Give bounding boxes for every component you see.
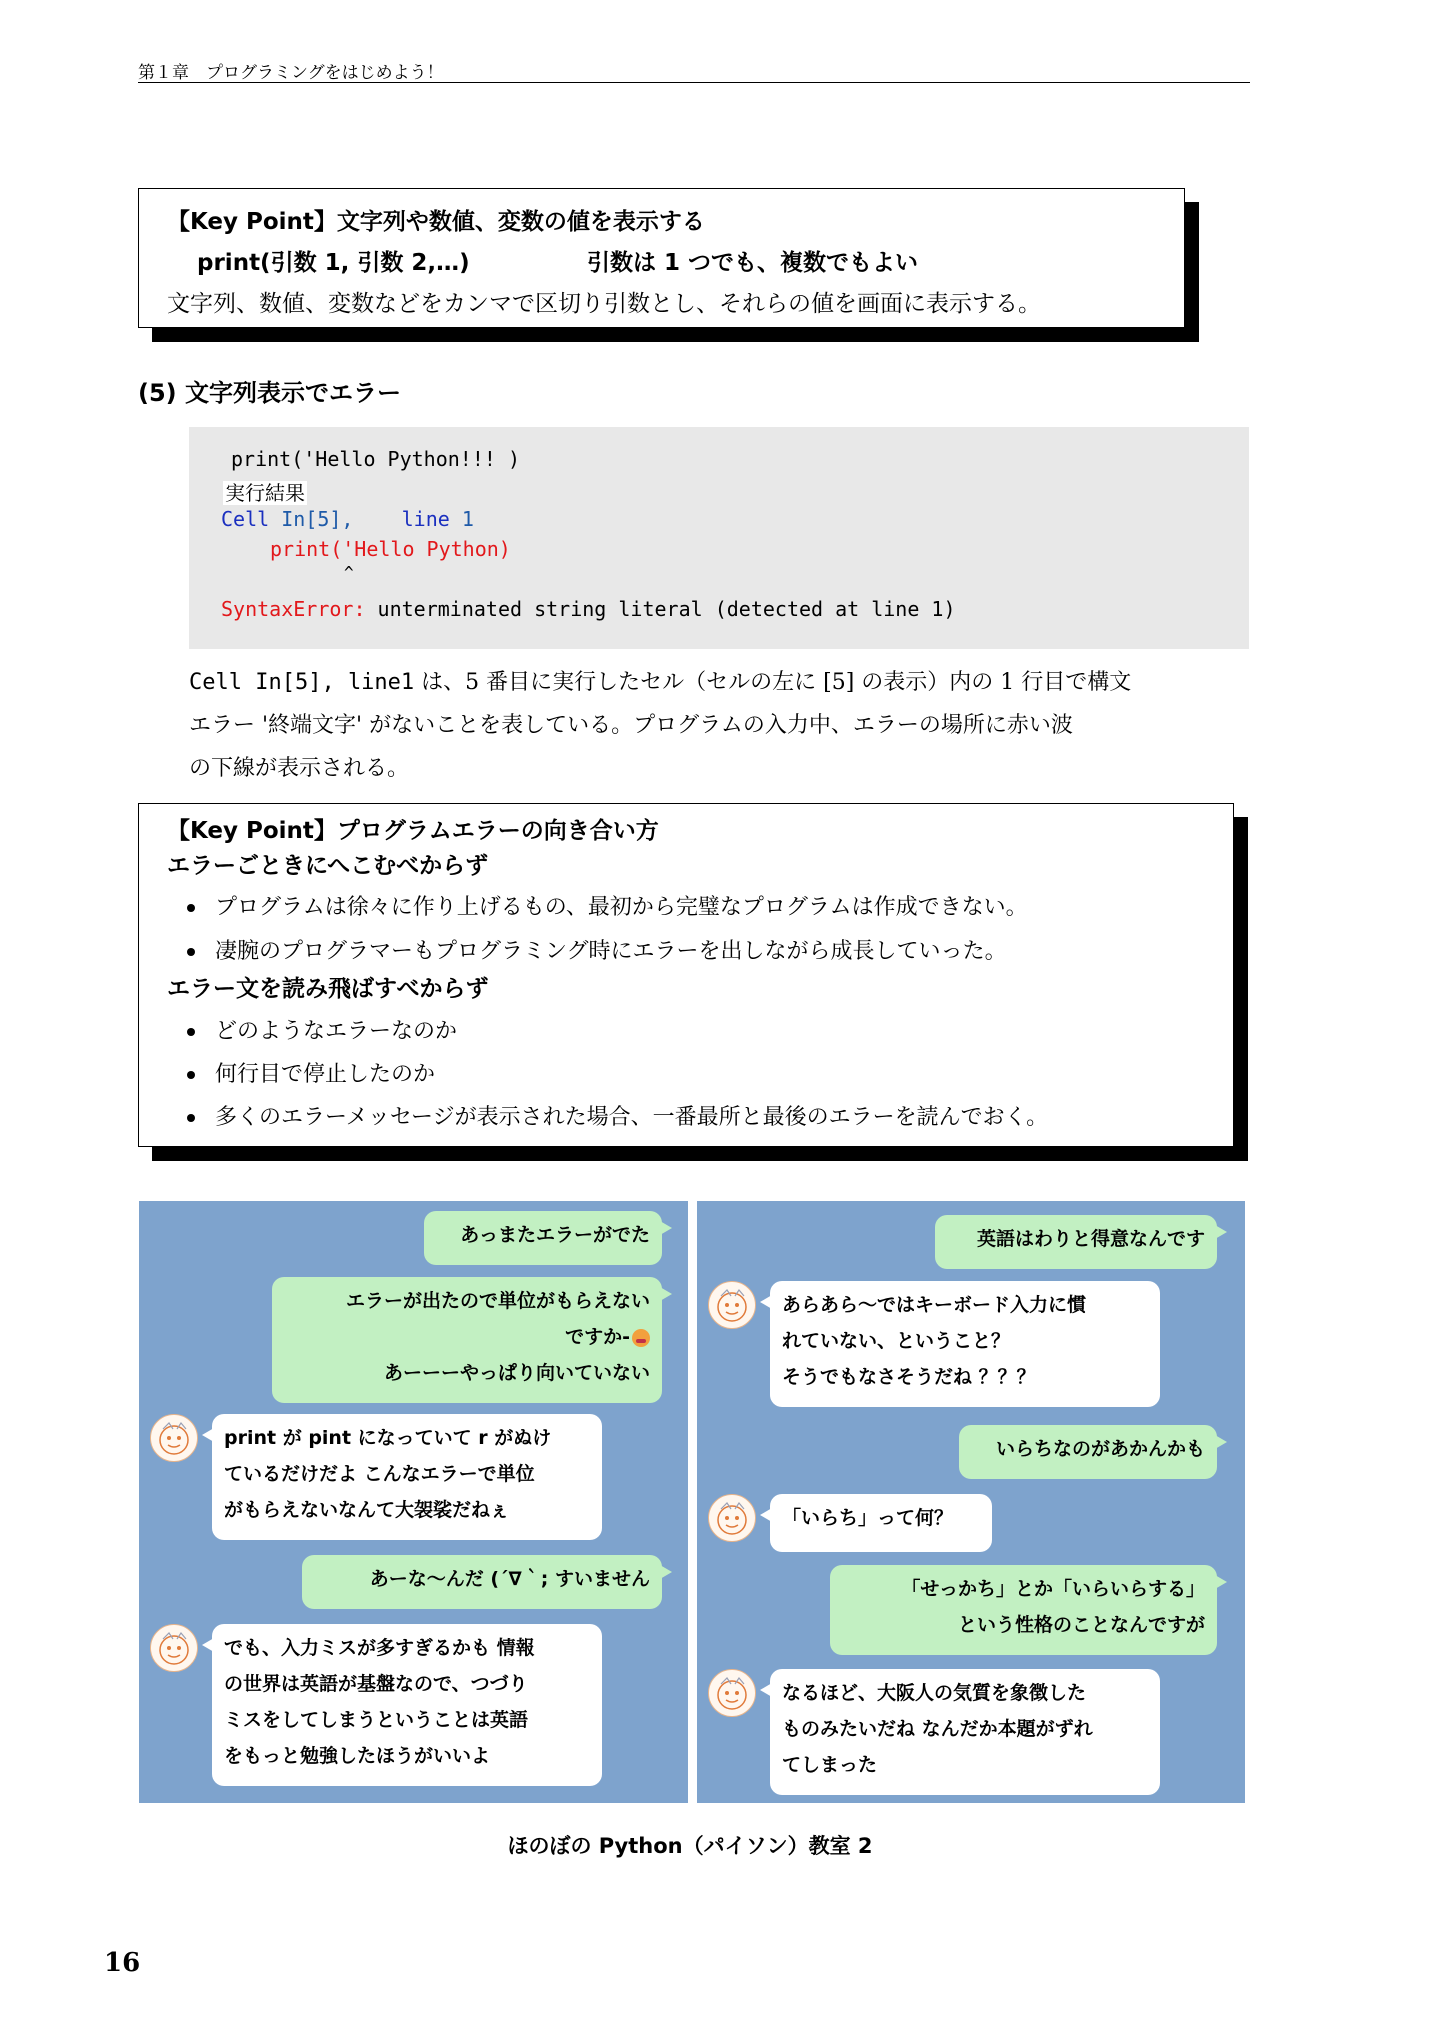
keypoint2-subheading-1: エラーごときにへこむべからず bbox=[167, 853, 489, 879]
chat-bubble-student: エラーが出たので単位がもらえない ですか- あーーーやっぱり向いていない bbox=[272, 1277, 662, 1403]
keypoint-syntax: print(引数 1, 引数 2,…) bbox=[197, 250, 470, 276]
result-label: 実行結果 bbox=[225, 481, 305, 505]
error-message-line bbox=[221, 597, 956, 621]
keypoint-note: 引数は 1 つでも、複数でもよい bbox=[587, 250, 919, 276]
crying-face-icon bbox=[632, 1329, 650, 1347]
error-detail: unterminated string literal (detected at line 1) bbox=[377, 597, 956, 621]
teacher-avatar bbox=[150, 1414, 198, 1462]
error-caret: ^ bbox=[344, 563, 354, 582]
list-item: プログラムは徐々に作り上げるもの、最初から完璧なプログラムは作成できない。 bbox=[187, 890, 1028, 921]
error-source-line: print('Hello Python) bbox=[270, 537, 511, 561]
teacher-avatar bbox=[708, 1494, 756, 1542]
keypoint-description: 文字列、数値、変数などをカンマで区切り引数とし、それらの値を画面に表示する。 bbox=[167, 291, 1041, 317]
keypoint2-title: 【Key Point】プログラムエラーの向き合い方 bbox=[167, 818, 659, 844]
keypoint-box-print bbox=[138, 188, 1185, 328]
chat-bubble-teacher: 「いらち」って何？ bbox=[770, 1494, 992, 1552]
traceback-cell-line bbox=[221, 507, 474, 531]
explanation-text-1: は、5 番目に実行したセル（セルの左に [5] の表示）内の 1 行目で構文 bbox=[414, 670, 1132, 695]
line-keyword: line bbox=[401, 507, 450, 531]
list-item: 凄腕のプログラマーもプログラミング時にエラーを出しながら成長していった。 bbox=[187, 934, 1007, 965]
list-item: 何行目で停止したのか bbox=[187, 1057, 435, 1088]
figure-caption: ほのぼの Python（パイソン）教室 2 bbox=[507, 1834, 873, 1858]
page-number: 16 bbox=[104, 1948, 141, 1978]
cell-ref: In[5], bbox=[281, 507, 354, 531]
error-name: SyntaxError: bbox=[221, 597, 366, 621]
cell-keyword: Cell bbox=[221, 507, 270, 531]
explanation-line-1 bbox=[189, 665, 1131, 696]
running-header bbox=[138, 58, 1250, 83]
code-input-line: print('Hello Python!!! ) bbox=[231, 447, 520, 471]
list-item: どのようなエラーなのか bbox=[187, 1014, 457, 1045]
keypoint-box-errors bbox=[138, 803, 1234, 1147]
explanation-line-3: の下線が表示される。 bbox=[189, 756, 410, 781]
teacher-avatar bbox=[150, 1624, 198, 1672]
chat-bubble-student: 英語はわりと得意なんです bbox=[935, 1215, 1217, 1269]
explanation-line-2: エラー '終端文字' がないことを表している。プログラムの入力中、エラーの場所に赤い波 bbox=[189, 713, 1073, 738]
code-block bbox=[189, 427, 1249, 649]
keypoint2-subheading-2: エラー文を読み飛ばすべからず bbox=[167, 976, 489, 1002]
chat-panel-left bbox=[139, 1201, 688, 1803]
section-heading: (5) 文字列表示でエラー bbox=[138, 379, 401, 407]
chat-bubble-teacher: でも、入力ミスが多すぎるかも 情報 の世界は英語が基盤なので、つづり ミスをしてしまうということは英語 をもっと勉強したほうがいいよ bbox=[212, 1624, 602, 1786]
line-number: 1 bbox=[461, 507, 474, 531]
chat-bubble-teacher: print が pint になっていて r がぬけ ているだけだよ こんなエラーで単位 がもらえないなんて大袈裟だねぇ bbox=[212, 1414, 602, 1540]
list-item: 多くのエラーメッセージが表示された場合、一番最所と最後のエラーを読んでおく。 bbox=[187, 1100, 1048, 1131]
explanation-code-ref: Cell In[5], line1 bbox=[189, 670, 415, 695]
teacher-avatar bbox=[708, 1669, 756, 1717]
chat-bubble-teacher: あらあら〜ではキーボード入力に慣 れていない、ということ？ そうでもなさそうだね ？？？ bbox=[770, 1281, 1160, 1407]
teacher-avatar bbox=[708, 1281, 756, 1329]
chapter-title: 第１章 プログラミングをはじめよう！ bbox=[138, 63, 444, 83]
chat-bubble-teacher: なるほど、大阪人の気質を象徴した ものみたいだね なんだか本題がずれ てしまった bbox=[770, 1669, 1160, 1795]
chat-bubble-student: 「せっかち」とか「いらいらする」 という性格のことなんですが bbox=[830, 1565, 1217, 1655]
keypoint-title: 【Key Point】文字列や数値、変数の値を表示する bbox=[167, 209, 705, 235]
chat-bubble-student: あっまたエラーがでた bbox=[424, 1211, 662, 1265]
chat-bubble-student: あーな〜んだ (´∇｀; すいません bbox=[302, 1555, 662, 1609]
chat-panel-right bbox=[697, 1201, 1245, 1803]
chat-bubble-student: いらちなのがあかんかも bbox=[959, 1425, 1217, 1479]
